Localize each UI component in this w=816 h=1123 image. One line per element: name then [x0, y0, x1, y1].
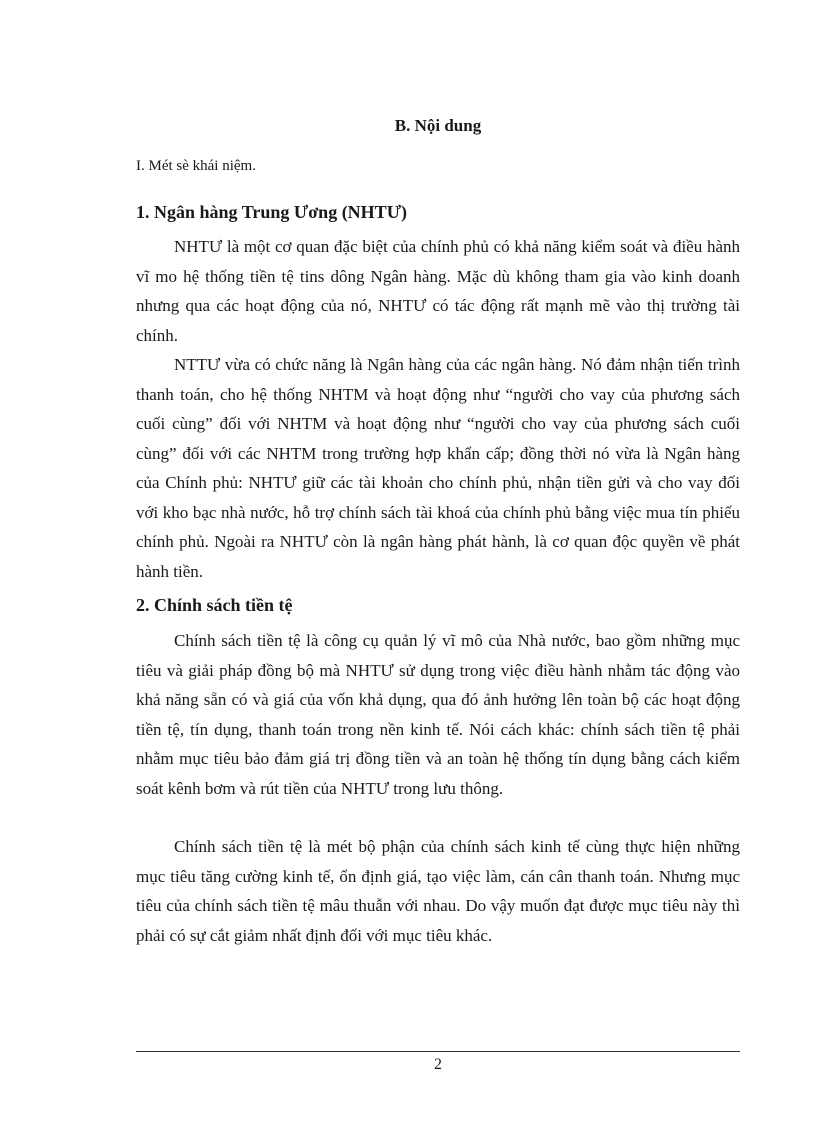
footer-divider [136, 1051, 740, 1052]
paragraph: Chính sách tiền tệ là công cụ quản lý vĩ mô của Nhà nước, bao gồm những mục tiêu và giải pháp đồng bộ mà NHTƯ sử dụng trong việc điều hành nhằm tác động vào khả năng sẵn có và giá của vốn khả dụng, qua đó ảnh hưởng lên toàn bộ các hoạt động tiền tệ, tín dụng, thanh toán trong nền kinh tế. Nói cách khác: chính sách tiền tệ phải nhằm mục tiêu bảo đảm giá trị đồng tiền và an toàn hệ thống tín dụng bằng cách kiểm soát kênh bơm và rút tiền của NHTƯ trong lưu thông. [136, 631, 740, 798]
section-heading-central-bank: 1. Ngân hàng Trung Ương (NHTƯ) [136, 202, 408, 222]
subtitle: I. Mét sè khái niệm. [136, 158, 256, 174]
section-heading-monetary-policy: 2. Chính sách tiền tệ [136, 595, 293, 615]
paragraph: NHTƯ là một cơ quan đặc biệt của chính phủ có khả năng kiểm soát và điều hành vĩ mo hệ thống tiền tệ tins dông Ngân hàng. Mặc dù không tham gia vào kinh doanh nhưng qua các hoạt động của nó, NHTƯ có tác động rất mạnh mẽ vào thị trường tài chính. [136, 237, 740, 345]
document-title: B. Nội dung [394, 116, 482, 135]
paragraph: NTTƯ vừa có chức năng là Ngân hàng của các ngân hàng. Nó đảm nhận tiến trình thanh toán, cho hệ thống NHTM và hoạt động như “người cho vay của phương sách cuối cùng” đối với NHTM và hoạt động như “người cho vay của phương sách cuối cùng” đối với các NHTM trong trường hợp khẩn cấp; đồng thời nó vừa là Ngân hàng của Chính phủ: NHTƯ giữ các tài khoản cho chính phủ, nhận tiền gửi và cho vay đối với kho bạc nhà nước, hỗ trợ chính sách tài khoá của chính phủ bằng việc mua tín phiếu chính phủ. Ngoài ra NHTƯ còn là ngân hàng phát hành, là cơ quan độc quyền về phát hành tiền. [136, 355, 740, 581]
paragraph: Chính sách tiền tệ là mét bộ phận của chính sách kinh tế cùng thực hiện những mục tiêu tăng cường kinh tế, ổn định giá, tạo việc làm, cán cân thanh toán. Nhưng mục tiêu của chính sách tiền tệ mâu thuẫn với nhau. Do vậy muốn đạt được mục tiêu này thì phải có sự cắt giảm nhất định đối với mục tiêu khác. [136, 837, 740, 945]
document-page [136, 0, 740, 1123]
page-number: 2 [434, 1056, 442, 1073]
